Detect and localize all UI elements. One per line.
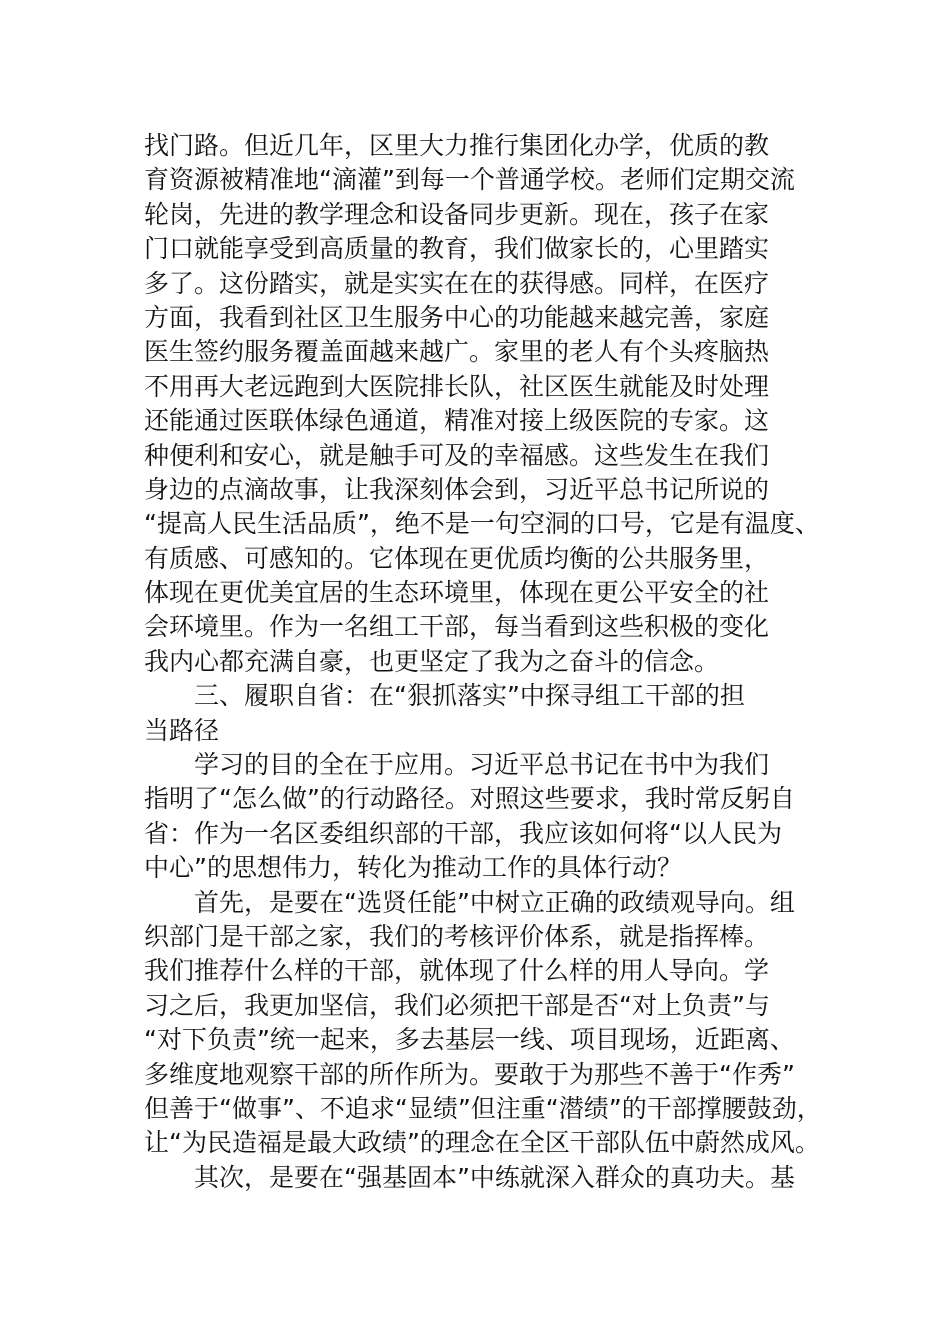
text-line: “对下负责”统一起来，多去基层一线、项目现场，近距离、 [144, 1025, 795, 1055]
text-line: 多维度地观察干部的所作所为。要敢于为那些不善于“作秀” [144, 1059, 795, 1089]
text-line: 我内心都充满自豪，也更坚定了我为之奋斗的信念。 [144, 646, 720, 676]
text-line: 不用再大老远跑到大医院排长队，社区医生就能及时处理 [144, 371, 770, 401]
text-line: “提高人民生活品质”，绝不是一句空洞的口号，它是有温度、 [144, 509, 820, 539]
section-heading: 三、履职自省：在“狠抓落实”中探寻组工干部的担 [194, 681, 745, 711]
text-line: 会环境里。作为一名组工干部，每当看到这些积极的变化 [144, 612, 770, 642]
section-heading-continued: 当路径 [144, 715, 220, 745]
text-line: 还能通过医联体绿色通道，精准对接上级医院的专家。这 [144, 406, 770, 436]
text-line: 方面，我看到社区卫生服务中心的功能越来越完善，家庭 [144, 302, 770, 332]
text-line: 种便利和安心，就是触手可及的幸福感。这些发生在我们 [144, 440, 770, 470]
text-line: 指明了“怎么做”的行动路径。对照这些要求，我时常反躬自 [144, 784, 795, 814]
text-line: 育资源被精准地“滴灌”到每一个普通学校。老师们定期交流 [144, 165, 795, 195]
paragraph-start: 学习的目的全在于应用。习近平总书记在书中为我们 [194, 750, 770, 780]
text-line: 找门路。但近几年，区里大力推行集团化办学，优质的教 [144, 131, 770, 160]
body-text [144, 129, 834, 1195]
text-line: 门口就能享受到高质量的教育，我们做家长的，心里踏实 [144, 234, 770, 264]
text-line: 习之后，我更加坚信，我们必须把干部是否“对上负责”与 [144, 990, 770, 1020]
text-line: 省：作为一名区委组织部的干部，我应该如何将“以人民为 [144, 818, 782, 848]
text-line: 轮岗，先进的教学理念和设备同步更新。现在，孩子在家 [144, 199, 770, 229]
paragraph-start: 首先，是要在“选贤任能”中树立正确的政绩观导向。组 [194, 887, 795, 917]
text-line: 让“为民造福是最大政绩”的理念在全区干部队伍中蔚然成风。 [144, 1128, 820, 1158]
text-line: 我们推荐什么样的干部，就体现了什么样的用人导向。学 [144, 956, 770, 986]
text-line: 医生签约服务覆盖面越来越广。家里的老人有个头疼脑热 [144, 337, 770, 367]
text-line: 体现在更优美宜居的生态环境里，体现在更公平安全的社 [144, 578, 770, 608]
paragraph-start: 其次，是要在“强基固本”中练就深入群众的真功夫。基 [194, 1162, 795, 1192]
text-line: 身边的点滴故事，让我深刻体会到，习近平总书记所说的 [144, 474, 770, 504]
text-line: 中心”的思想伟力，转化为推动工作的具体行动？ [144, 853, 682, 883]
text-line: 有质感、可感知的。它体现在更优质均衡的公共服务里， [144, 543, 770, 573]
text-line: 织部门是干部之家，我们的考核评价体系，就是指挥棒。 [144, 921, 770, 951]
text-line: 但善于“做事”、不追求“显绩”但注重“潜绩”的干部撑腰鼓劲， [144, 1093, 822, 1123]
text-line: 多了。这份踏实，就是实实在在的获得感。同样，在医疗 [144, 268, 770, 298]
